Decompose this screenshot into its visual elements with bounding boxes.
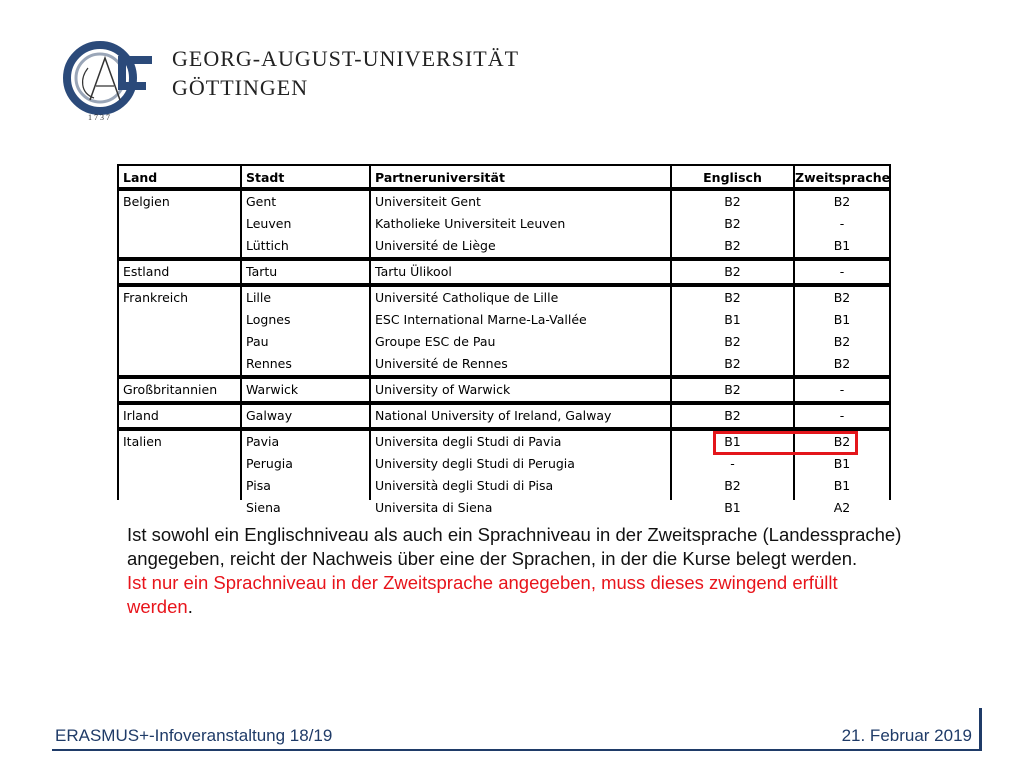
englisch-column-group: [672, 287, 793, 375]
zweitsprache-column-group: [795, 379, 889, 401]
partneruniversitaet-cell: Tartu Ülikool: [375, 264, 452, 279]
logo-year: 1 7 3 7: [88, 113, 110, 122]
partneruniversitaet-cell: Katholieke Universiteit Leuven: [375, 216, 566, 231]
partneruniversitaet-cell: Université Catholique de Lille: [375, 290, 559, 305]
stadt-cell: Pisa: [246, 478, 271, 493]
englisch-column-group: [672, 405, 793, 427]
zweitsprache-cell: -: [839, 382, 845, 397]
partneruniversitaet-cell: Università degli Studi di Pisa: [375, 478, 554, 493]
partneruniversitaet-cell: ESC International Marne-La-Vallée: [375, 312, 587, 327]
zweitsprache-cell: -: [839, 408, 845, 423]
land-cell-text: Estland: [123, 264, 170, 279]
note-red-text: [127, 571, 907, 619]
partneruniversitaet-cell: Groupe ESC de Pau: [375, 334, 496, 349]
header-englisch: [672, 166, 793, 187]
zweitsprache-cell: -: [839, 216, 845, 231]
header-stadt: [242, 166, 369, 187]
zweitsprache-column-group: [795, 261, 889, 283]
zweitsprache-cell: B2: [833, 356, 851, 371]
university-logo: [60, 38, 160, 123]
zweitsprache-cell: B1: [833, 238, 851, 253]
partneruniversitaet-cell: University of Warwick: [375, 382, 511, 397]
land-cell: [119, 405, 240, 427]
englisch-cell: B2: [724, 334, 741, 349]
partneruniversitaet-cell: Universita di Siena: [375, 500, 493, 515]
land-cell: [119, 191, 240, 257]
header-land: [119, 166, 240, 187]
land-cell-text: Italien: [123, 434, 162, 449]
stadt-cell: Pau: [246, 334, 269, 349]
header-land-text: Land: [123, 170, 158, 185]
partneruniversitaet-column-group: [371, 405, 670, 427]
land-cell-text: Frankreich: [123, 290, 189, 305]
englisch-cell: B2: [724, 238, 741, 253]
englisch-cell: B2: [724, 264, 741, 279]
footer-date: 21. Februar 2019: [841, 726, 972, 745]
partneruniversitaet-column-group: [371, 287, 670, 375]
zweitsprache-column-group: [795, 191, 889, 257]
header-partneruniversitaet: [371, 166, 670, 187]
footer-event-title: ERASMUS+-Infoveranstaltung 18/19: [55, 726, 333, 745]
partneruniversitaet-cell: Universita degli Studi di Pavia: [375, 434, 562, 449]
land-cell-text: Belgien: [123, 194, 170, 209]
header-englisch-text: Englisch: [703, 170, 762, 185]
englisch-cell: B2: [724, 478, 741, 493]
englisch-column-group: [672, 261, 793, 283]
footer-divider: [52, 749, 982, 751]
university-name: [172, 44, 519, 102]
stadt-column-group: [242, 379, 369, 401]
zweitsprache-cell: B2: [833, 290, 851, 305]
stadt-cell: Lognes: [246, 312, 291, 327]
stadt-cell: Warwick: [246, 382, 299, 397]
land-cell: [119, 431, 240, 519]
englisch-cell: B2: [724, 290, 741, 305]
zweitsprache-cell: A2: [833, 500, 851, 515]
stadt-cell: Lille: [246, 290, 272, 305]
header-stadt-text: Stadt: [246, 170, 285, 185]
englisch-cell: B2: [724, 216, 741, 231]
language-requirements-note: [127, 523, 907, 619]
university-name-line2: GÖTTINGEN: [172, 75, 309, 100]
note-red-end: .: [187, 596, 193, 617]
englisch-cell: B2: [724, 194, 741, 209]
stadt-cell: Galway: [246, 408, 293, 423]
stadt-cell: Perugia: [246, 456, 293, 471]
header-zweitsprache: [795, 166, 889, 187]
zweitsprache-cell: B2: [833, 434, 851, 449]
stadt-cell: Lüttich: [246, 238, 289, 253]
highlight-box-perugia: [713, 431, 858, 455]
header-partneruniversitaet-text: Partneruniversität: [375, 170, 505, 185]
partneruniversitaet-cell: National University of Ireland, Galway: [375, 408, 612, 423]
land-cell-text: Irland: [123, 408, 159, 423]
footer-corner-bar: [979, 708, 982, 751]
header-zweitsprache-text: Zweitsprache: [795, 170, 891, 185]
stadt-column-group: [242, 405, 369, 427]
englisch-cell: B2: [724, 382, 741, 397]
stadt-cell: Pavia: [246, 434, 280, 449]
university-name-line1: GEORG-AUGUST-UNIVERSITÄT: [172, 46, 520, 71]
partneruniversitaet-cell: Université de Rennes: [375, 356, 508, 371]
englisch-cell: B1: [724, 500, 741, 515]
englisch-cell: B1: [724, 312, 741, 327]
stadt-cell: Tartu: [246, 264, 278, 279]
zweitsprache-cell: -: [839, 264, 845, 279]
note-black-text: Ist sowohl ein Englischniveau als auch ein Sprachniveau in der Zweitsprache (Landessprache) angegeben, reicht der Nachweis über eine der Sprachen, in der die Kurse belegt werden.: [127, 524, 902, 569]
stadt-cell: Rennes: [246, 356, 292, 371]
englisch-cell: -: [730, 456, 735, 471]
zweitsprache-column-group: [795, 287, 889, 375]
englisch-column-group: [672, 379, 793, 401]
stadt-column-group: [242, 261, 369, 283]
zweitsprache-cell: B1: [833, 456, 851, 471]
land-cell: [119, 379, 240, 401]
stadt-cell: Leuven: [246, 216, 292, 231]
englisch-cell: B2: [724, 408, 741, 423]
stadt-cell: Gent: [246, 194, 277, 209]
partneruniversitaet-cell: Universiteit Gent: [375, 194, 481, 209]
zweitsprache-cell: B1: [833, 478, 851, 493]
zweitsprache-cell: B1: [833, 312, 851, 327]
stadt-column-group: [242, 191, 369, 257]
englisch-column-group: [672, 191, 793, 257]
partneruniversitaet-cell: Université de Liège: [375, 238, 496, 253]
zweitsprache-column-group: [795, 405, 889, 427]
partneruniversitaet-cell: University degli Studi di Perugia: [375, 456, 575, 471]
stadt-cell: Siena: [246, 500, 281, 515]
land-cell: [119, 287, 240, 375]
stadt-column-group: [242, 431, 369, 519]
zweitsprache-cell: B2: [833, 334, 851, 349]
stadt-column-group: [242, 287, 369, 375]
partneruniversitaet-column-group: [371, 191, 670, 257]
partneruniversitaet-column-group: [371, 379, 670, 401]
partneruniversitaet-column-group: [371, 261, 670, 283]
englisch-cell: B2: [724, 356, 741, 371]
land-cell-text: Großbritannien: [123, 382, 218, 397]
note-red-main: Ist nur ein Sprachniveau in der Zweitsprache angegeben, muss dieses zwingend erfüllt werden: [127, 572, 838, 617]
partneruniversitaet-column-group: [371, 431, 670, 519]
englisch-cell: B1: [724, 434, 741, 449]
zweitsprache-cell: B2: [833, 194, 851, 209]
land-cell: [119, 261, 240, 283]
